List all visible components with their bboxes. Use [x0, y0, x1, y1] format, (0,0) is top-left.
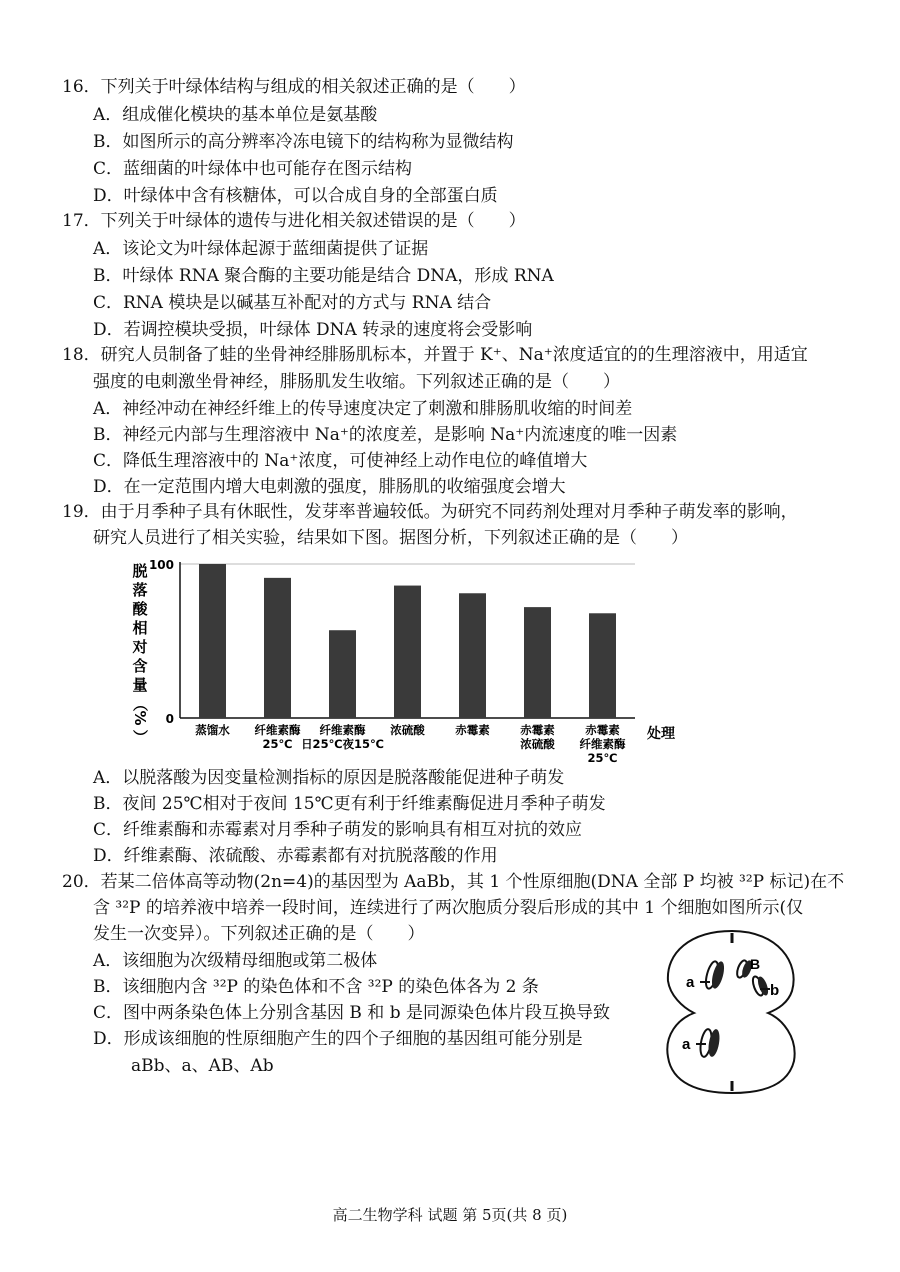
answer-option: D．在一定范围内增大电刺激的强度，腓肠肌的收缩强度会增大: [93, 477, 566, 497]
chromosome-a-upper: [700, 960, 726, 990]
answer-option: B．夜间 25℃相对于夜间 15℃更有利于纤维素酶促进月季种子萌发: [93, 794, 606, 814]
answer-option: A．神经冲动在神经纤维上的传导速度决定了刺激和腓肠肌收缩的时间差: [93, 399, 633, 419]
question-stem-continued: 强度的电刺激坐骨神经，腓肠肌发生收缩。下列叙述正确的是（ ）: [93, 372, 620, 392]
bar: [589, 613, 616, 718]
x-tick-label: 浓硫酸: [390, 723, 425, 737]
question-stem-continued: 研究人员进行了相关实验，结果如下图。据图分析，下列叙述正确的是（ ）: [93, 528, 688, 548]
answer-option: D．若调控模块受损，叶绿体 DNA 转录的速度将会受影响: [93, 320, 533, 340]
y-axis-label-char: 量: [132, 676, 148, 694]
y-axis-label-char: 含: [132, 657, 148, 675]
cell-outline: [667, 931, 794, 1093]
y-tick-label: 100: [148, 558, 174, 572]
chromosome-a-lower: [696, 1028, 721, 1057]
x-tick-label: 赤霉素: [585, 723, 620, 737]
y-axis-label-char: 对: [132, 638, 148, 656]
x-tick-label: 25℃: [262, 737, 293, 751]
answer-option: C．降低生理溶液中的 Na⁺浓度，可使神经上动作电位的峰值增大: [93, 451, 588, 471]
bar: [264, 578, 291, 718]
answer-option: D．叶绿体中含有核糖体，可以合成自身的全部蛋白质: [93, 186, 498, 206]
y-axis-label-char: 脱: [132, 562, 148, 580]
bar: [199, 564, 226, 718]
y-axis-label-char: 相: [132, 619, 148, 637]
question-stem: 17．下列关于叶绿体的遗传与进化相关叙述错误的是（ ）: [62, 211, 526, 231]
gene-label-b: b: [770, 982, 780, 999]
answer-option: C．蓝细菌的叶绿体中也可能存在图示结构: [93, 159, 413, 179]
gene-label-a-upper: a: [686, 974, 695, 991]
y-axis-label-char: ）: [131, 729, 149, 745]
x-axis-label: 处理: [647, 726, 675, 742]
x-tick-label: 蒸馏水: [195, 723, 230, 737]
question-stem: 20．若某二倍体高等动物(2n=4)的基因型为 AaBb，其 1 个性原细胞(DNA 全部 P 均被 ³²P 标记)在不: [62, 872, 845, 892]
bar: [329, 630, 356, 718]
answer-option: C．图中两条染色体上分别含基因 B 和 b 是同源染色体片段互换导致: [93, 1003, 610, 1023]
x-tick-label: 25℃: [587, 751, 618, 765]
x-tick-label: 浓硫酸: [520, 737, 555, 751]
question-stem: 19．由于月季种子具有休眠性，发芽率普遍较低。为研究不同药剂处理对月季种子萌发率的影响，: [62, 502, 798, 522]
x-tick-label: 赤霉素: [455, 723, 490, 737]
y-axis-label-char: 酸: [132, 600, 148, 618]
abscisic-acid-bar-chart: [120, 548, 700, 773]
answer-option: D．纤维素酶、浓硫酸、赤霉素都有对抗脱落酸的作用: [93, 846, 498, 866]
answer-option: A．以脱落酸为因变量检测指标的原因是脱落酸能促进种子萌发: [93, 768, 565, 788]
answer-option: C．RNA 模块是以碱基互补配对的方式与 RNA 结合: [93, 293, 492, 313]
answer-option-continued: aBb、a、AB、Ab: [131, 1056, 274, 1076]
x-tick-label: 赤霉素: [520, 723, 555, 737]
answer-option: B．该细胞内含 ³²P 的染色体和不含 ³²P 的染色体各为 2 条: [93, 977, 539, 997]
y-axis-label-char: %: [131, 710, 149, 726]
answer-option: A．该细胞为次级精母细胞或第二极体: [93, 951, 378, 971]
answer-option: B．神经元内部与生理溶液中 Na⁺的浓度差，是影响 Na⁺内流速度的唯一因素: [93, 425, 678, 445]
page-footer: 高二生物学科 试题 第 5页(共 8 页): [332, 1206, 568, 1224]
chromosome-b: [751, 975, 770, 997]
bar: [394, 586, 421, 718]
x-tick-label: 日25℃夜15℃: [301, 737, 384, 751]
answer-option: D．形成该细胞的性原细胞产生的四个子细胞的基因组可能分别是: [93, 1029, 583, 1049]
answer-option: A．组成催化模块的基本单位是氨基酸: [93, 105, 378, 125]
y-axis-label-char: 落: [132, 581, 148, 599]
x-tick-label: 纤维素酶: [254, 723, 301, 737]
answer-option: B．如图所示的高分辨率冷冻电镜下的结构称为显微结构: [93, 132, 514, 152]
answer-option: C．纤维素酶和赤霉素对月季种子萌发的影响具有相互对抗的效应: [93, 820, 583, 840]
gene-label-B: B: [750, 956, 761, 972]
gene-label-a-lower: a: [682, 1036, 691, 1053]
x-tick-label: 纤维素酶: [579, 737, 626, 751]
question-stem-continued: 发生一次变异）。下列叙述正确的是（ ）: [93, 924, 425, 944]
cell-division-figure: [660, 925, 805, 1097]
x-tick-label: 纤维素酶: [319, 723, 366, 737]
y-tick-label: 0: [165, 712, 174, 726]
question-stem: 16．下列关于叶绿体结构与组成的相关叙述正确的是（ ）: [62, 77, 526, 97]
answer-option: B．叶绿体 RNA 聚合酶的主要功能是结合 DNA，形成 RNA: [93, 266, 554, 286]
question-stem: 18．研究人员制备了蛙的坐骨神经腓肠肌标本，并置于 K⁺、Na⁺浓度适宜的的生理溶液中，用适宜: [62, 345, 808, 365]
bar: [459, 593, 486, 718]
answer-option: A．该论文为叶绿体起源于蓝细菌提供了证据: [93, 239, 429, 259]
bar: [524, 607, 551, 718]
question-stem-continued: 含 ³²P 的培养液中培养一段时间，连续进行了两次胞质分裂后形成的其中 1 个细胞如图所示(仅: [93, 898, 804, 918]
y-axis-label-char: （: [131, 696, 149, 712]
